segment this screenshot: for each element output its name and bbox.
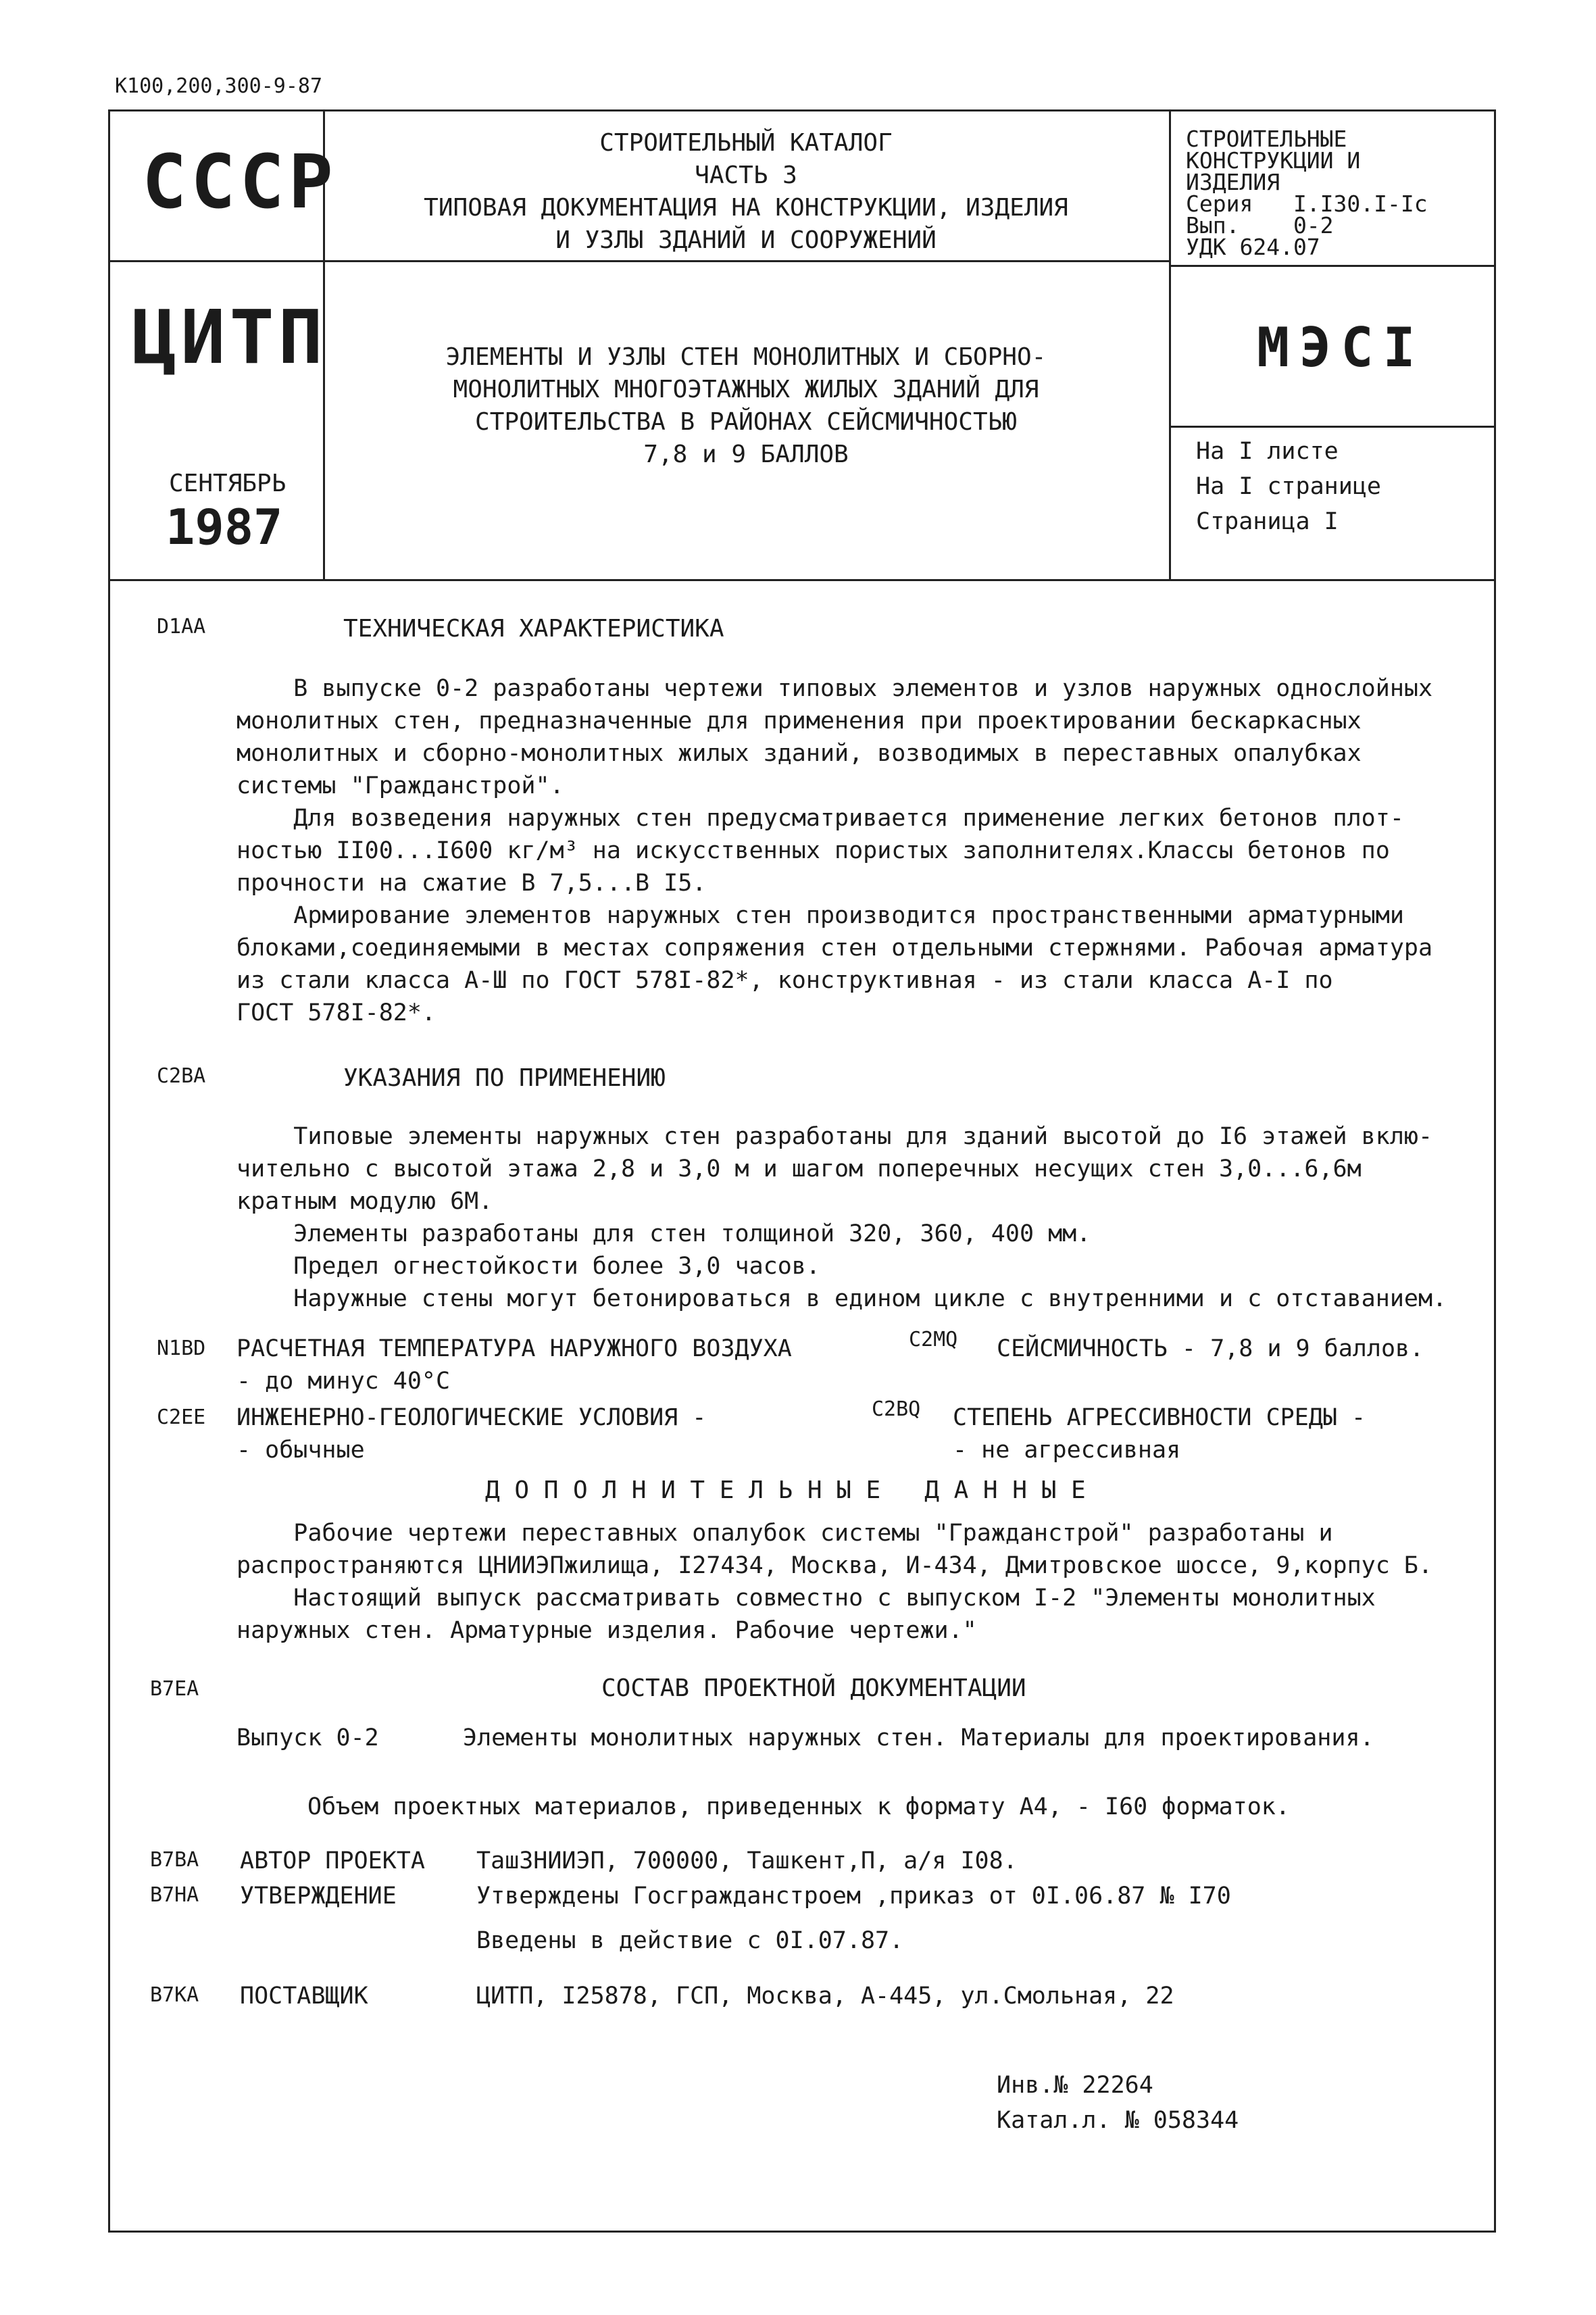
org-ussr: СССР xyxy=(142,139,337,225)
param-seismicity: СЕЙСМИЧНОСТЬ - 7,8 и 9 баллов. xyxy=(997,1335,1424,1362)
tech-body: В выпуске 0-2 разработаны чертежи типовых элементов и узлов наружных однослойных монолитных стен, предназначенные для применения при проектировании бескаркасных монолитных и сборно-монолитных жилых зданий, возводимых в переставных опалубках системы "Гражданстрой". Для возведения наружных стен предусматривается применение легких бетонов плот- ностью II00...I600 кг/м³ на искусственных пористых заполнителях.Классы бетонов по прочности на сжатие В 7,5...В I5. Армирование элементов наружных стен производится пространственными арматурными блоками,соединяемыми в местах сопряжения стен отдельными стержнями. Рабочая арматура из стали класса А-Ш по ГОСТ 578I-82*, конструктивная - из стали класса А-I по ГОСТ 578I-82*. xyxy=(236,675,1433,1026)
usage-body: Типовые элементы наружных стен разработаны для зданий высотой до I6 этажей вклю- чительно с высотой этажа 2,8 и 3,0 м и шагом поперечных несущих стен 3,0...6,6м кратным модулю 6М. Элементы разработаны для стен толщиной 320, 360, 400 мм. Предел огнестойкости более 3,0 часов. Наружные стены могут бетонироваться в едином цикле с внутренними и с отставанием. xyxy=(236,1123,1447,1312)
credit-code-author: B7BA xyxy=(150,1848,199,1872)
document-code: К100,200,300-9-87 xyxy=(115,74,323,98)
param-code-seismic: C2MQ xyxy=(909,1328,958,1351)
section-code-tech: D1AA xyxy=(157,615,206,639)
credit-supplier: ЦИТП, I25878, ГСП, Москва, А-445, ул.Смольная, 22 xyxy=(476,1983,1174,2010)
header-row-divider xyxy=(108,260,1171,262)
header-bottom-line xyxy=(108,579,1494,581)
credit-author-label: АВТОР ПРОЕКТА xyxy=(240,1847,425,1874)
tech-title: ТЕХНИЧЕСКАЯ ХАРАКТЕРИСТИКА xyxy=(343,615,724,643)
param-geology: ИНЖЕНЕРНО-ГЕОЛОГИЧЕСКИЕ УСЛОВИЯ - - обычные xyxy=(236,1404,707,1464)
catalog-heading: СТРОИТЕЛЬНЫЙ КАТАЛОГ ЧАСТЬ 3 ТИПОВАЯ ДОКУМЕНТАЦИЯ НА КОНСТРУКЦИИ, ИЗДЕЛИЯ И УЗЛЫ ЗДАНИЙ И СООРУЖЕНИЙ xyxy=(424,129,1068,254)
section-code-docs: B7EA xyxy=(150,1677,199,1701)
catalog-sheet-number: Катал.л. № 058344 xyxy=(997,2107,1239,2134)
document-code-mark: МЭСI xyxy=(1257,316,1425,379)
credit-enacted: Введены в действие с 0I.07.87. xyxy=(476,1927,904,1954)
param-code-geo: C2EE xyxy=(157,1405,206,1429)
credit-code-supplier: B7KA xyxy=(150,1983,199,2007)
param-aggressiveness: СТЕПЕНЬ АГРЕССИВНОСТИ СРЕДЫ - - не агрессивная xyxy=(953,1404,1366,1464)
header-divider-right xyxy=(1169,109,1171,579)
credit-author: ТашЗНИИЭП, 700000, Ташкент,П, а/я I08. xyxy=(476,1847,1018,1874)
header-right-divider-1 xyxy=(1169,265,1494,267)
issue-year: 1987 xyxy=(166,499,283,555)
docs-volume: Объем проектных материалов, приведенных к формату А4, - I60 форматок. xyxy=(307,1793,1290,1820)
extra-title: Д О П О Л Н И Т Е Л Ь Н Ы Е Д А Н Н Ы Е xyxy=(485,1476,1086,1504)
docs-issue-text: Элементы монолитных наружных стен. Материалы для проектирования. xyxy=(463,1724,1374,1751)
param-code-temp: N1BD xyxy=(157,1337,206,1360)
series-info: СТРОИТЕЛЬНЫЕ КОНСТРУКЦИИ И ИЗДЕЛИЯ Серия I.I30.I-Ic Вып. 0-2 УДК 624.07 xyxy=(1186,126,1428,260)
credit-code-approve: B7HA xyxy=(150,1883,199,1907)
header-right-divider-2 xyxy=(1169,426,1494,428)
param-temperature: РАСЧЕТНАЯ ТЕМПЕРАТУРА НАРУЖНОГО ВОЗДУХА - до минус 40°С xyxy=(236,1335,792,1395)
docs-title: СОСТАВ ПРОЕКТНОЙ ДОКУМЕНТАЦИИ xyxy=(601,1674,1026,1702)
document-title: ЭЛЕМЕНТЫ И УЗЛЫ СТЕН МОНОЛИТНЫХ И СБОРНО- МОНОЛИТНЫХ МНОГОЭТАЖНЫХ ЖИЛЫХ ЗДАНИЙ ДЛЯ СТРОИТЕЛЬСТВА В РАЙОНАХ СЕЙСМИЧНОСТЬЮ 7,8 и 9 БАЛЛОВ xyxy=(445,343,1047,468)
org-citp: ЦИТП xyxy=(132,294,327,380)
issue-month: СЕНТЯБРЬ xyxy=(169,470,286,497)
extra-body: Рабочие чертежи переставных опалубок системы "Гражданстрой" разработаны и распространяются ЦНИИЭПжилища, I27434, Москва, И-434, Дмитровское шоссе, 9,корпус Б. Настоящий выпуск рассматривать совместно с выпуском I-2 "Элементы монолитных наружных стен. Арматурные изделия. Рабочие чертежи." xyxy=(236,1520,1433,1644)
usage-title: УКАЗАНИЯ ПО ПРИМЕНЕНИЮ xyxy=(343,1064,666,1092)
credit-supplier-label: ПОСТАВЩИК xyxy=(240,1983,368,2010)
docs-issue-label: Выпуск 0-2 xyxy=(236,1724,379,1751)
credit-approve-label: УТВЕРЖДЕНИЕ xyxy=(240,1883,397,1910)
section-code-usage: C2BA xyxy=(157,1064,206,1088)
credit-approve: Утверждены Госгражданстроем ,приказ от 0I.06.87 № I70 xyxy=(476,1883,1231,1910)
inventory-number: Инв.№ 22264 xyxy=(997,2072,1153,2099)
page-count: На I листе На I странице Страница I xyxy=(1196,438,1381,535)
param-code-aggr: C2BQ xyxy=(872,1397,921,1421)
